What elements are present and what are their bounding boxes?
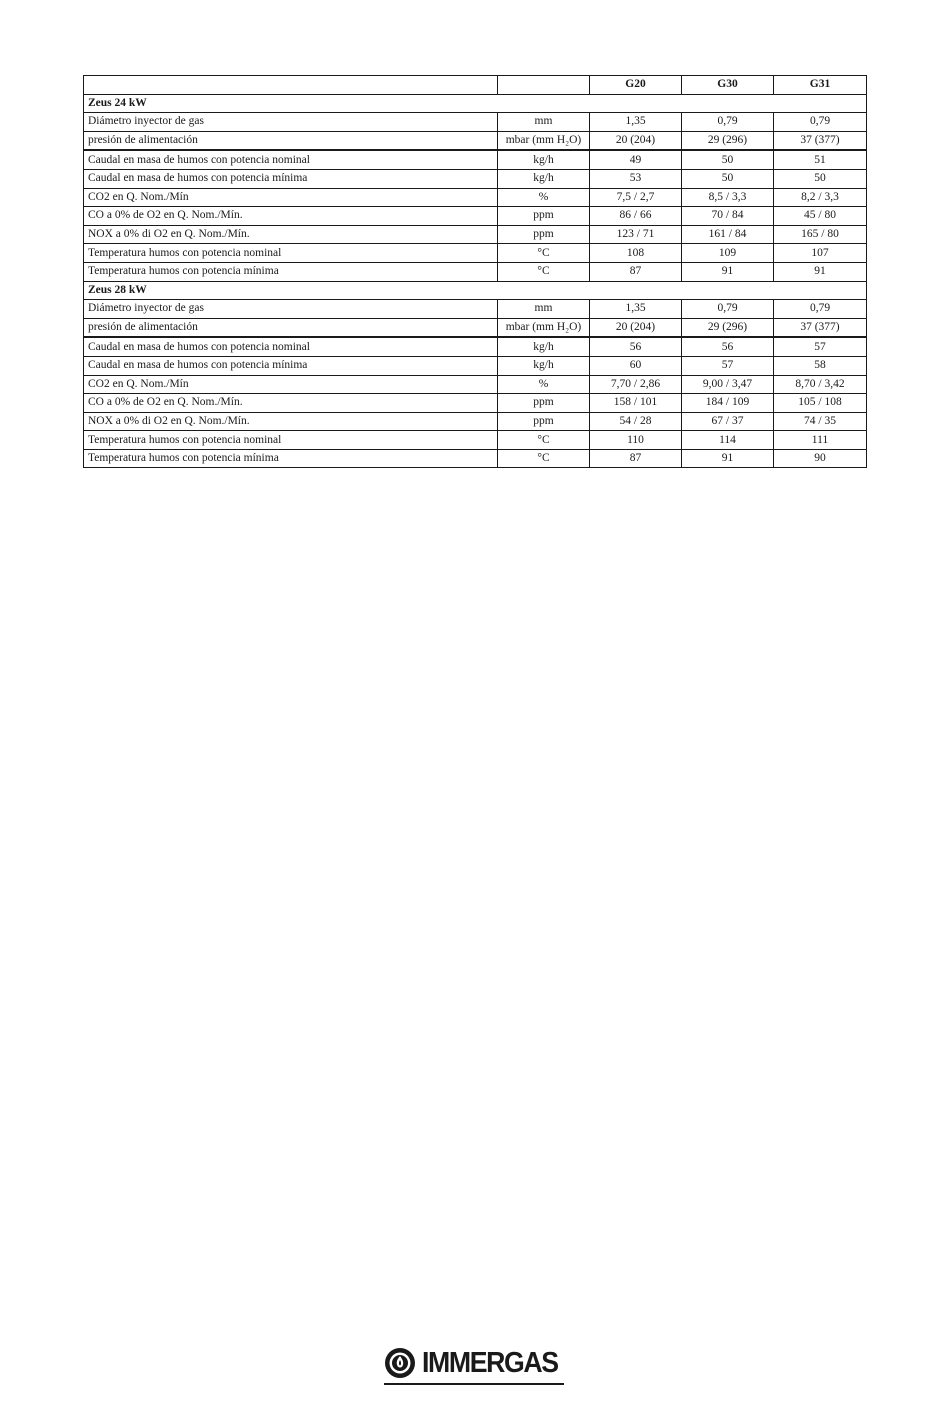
immergas-logo-text: IMMERGAS bbox=[422, 1347, 558, 1379]
row-unit: mbar (mm H₂O) bbox=[498, 131, 590, 150]
row-value-g20: 123 / 71 bbox=[590, 225, 682, 244]
row-value-g20: 54 / 28 bbox=[590, 412, 682, 431]
row-value-g31: 74 / 35 bbox=[774, 412, 867, 431]
row-value-g31: 165 / 80 bbox=[774, 225, 867, 244]
row-value-g20: 7,70 / 2,86 bbox=[590, 375, 682, 394]
table-row bbox=[84, 318, 867, 337]
row-unit: °C bbox=[498, 431, 590, 450]
row-unit: °C bbox=[498, 244, 590, 263]
table-row bbox=[84, 412, 867, 431]
row-value-g30: 50 bbox=[682, 150, 774, 169]
row-label: Temperatura humos con potencia mínima bbox=[84, 449, 498, 468]
row-value-g30: 67 / 37 bbox=[682, 412, 774, 431]
table-row bbox=[84, 394, 867, 413]
row-value-g30: 70 / 84 bbox=[682, 207, 774, 226]
table-row bbox=[84, 207, 867, 226]
row-unit: ppm bbox=[498, 207, 590, 226]
header-g30: G30 bbox=[682, 76, 774, 95]
row-unit: mbar (mm H₂O) bbox=[498, 318, 590, 337]
section-row bbox=[84, 94, 867, 113]
row-label: presión de alimentación bbox=[84, 131, 498, 150]
row-value-g30: 57 bbox=[682, 356, 774, 375]
row-value-g30: 114 bbox=[682, 431, 774, 450]
row-value-g20: 108 bbox=[590, 244, 682, 263]
row-value-g30: 91 bbox=[682, 449, 774, 468]
table-row bbox=[84, 131, 867, 150]
gas-specs-table bbox=[83, 75, 867, 468]
table-row bbox=[84, 169, 867, 188]
row-value-g20: 7,5 / 2,7 bbox=[590, 188, 682, 207]
table-row bbox=[84, 150, 867, 169]
header-unit bbox=[498, 76, 590, 95]
immergas-flame-logo-icon bbox=[384, 1347, 416, 1379]
row-value-g31: 91 bbox=[774, 262, 867, 281]
row-value-g31: 8,70 / 3,42 bbox=[774, 375, 867, 394]
row-value-g20: 49 bbox=[590, 150, 682, 169]
row-value-g20: 60 bbox=[590, 356, 682, 375]
row-value-g20: 56 bbox=[590, 337, 682, 356]
row-label: CO2 en Q. Nom./Mín bbox=[84, 188, 498, 207]
row-unit: °C bbox=[498, 449, 590, 468]
table-row bbox=[84, 188, 867, 207]
row-label: CO2 en Q. Nom./Mín bbox=[84, 375, 498, 394]
row-value-g31: 50 bbox=[774, 169, 867, 188]
row-value-g31: 0,79 bbox=[774, 300, 867, 319]
row-value-g20: 1,35 bbox=[590, 300, 682, 319]
row-value-g30: 91 bbox=[682, 262, 774, 281]
row-unit: % bbox=[498, 375, 590, 394]
table-row bbox=[84, 300, 867, 319]
row-label: Temperatura humos con potencia nominal bbox=[84, 244, 498, 263]
header-g20: G20 bbox=[590, 76, 682, 95]
table-row bbox=[84, 225, 867, 244]
table-row bbox=[84, 449, 867, 468]
header-g31: G31 bbox=[774, 76, 867, 95]
row-value-g30: 184 / 109 bbox=[682, 394, 774, 413]
row-value-g31: 107 bbox=[774, 244, 867, 263]
row-value-g20: 110 bbox=[590, 431, 682, 450]
row-label: NOX a 0% di O2 en Q. Nom./Mín. bbox=[84, 225, 498, 244]
row-value-g31: 8,2 / 3,3 bbox=[774, 188, 867, 207]
table-row bbox=[84, 337, 867, 356]
row-unit: °C bbox=[498, 262, 590, 281]
row-value-g20: 86 / 66 bbox=[590, 207, 682, 226]
row-value-g20: 1,35 bbox=[590, 113, 682, 132]
table-body bbox=[84, 94, 867, 468]
section-title: Zeus 24 kW bbox=[84, 94, 867, 113]
section-title: Zeus 28 kW bbox=[84, 281, 867, 300]
row-value-g30: 29 (296) bbox=[682, 318, 774, 337]
row-unit: mm bbox=[498, 113, 590, 132]
row-value-g20: 20 (204) bbox=[590, 131, 682, 150]
row-value-g20: 20 (204) bbox=[590, 318, 682, 337]
row-value-g31: 0,79 bbox=[774, 113, 867, 132]
row-value-g30: 9,00 / 3,47 bbox=[682, 375, 774, 394]
section-row bbox=[84, 281, 867, 300]
row-label: Caudal en masa de humos con potencia nominal bbox=[84, 150, 498, 169]
row-unit: ppm bbox=[498, 225, 590, 244]
row-label: Caudal en masa de humos con potencia nominal bbox=[84, 337, 498, 356]
row-label: NOX a 0% di O2 en Q. Nom./Mín. bbox=[84, 412, 498, 431]
row-unit: kg/h bbox=[498, 337, 590, 356]
row-value-g30: 109 bbox=[682, 244, 774, 263]
table-header-row bbox=[84, 76, 867, 95]
row-value-g20: 87 bbox=[590, 262, 682, 281]
row-value-g30: 56 bbox=[682, 337, 774, 356]
row-unit: ppm bbox=[498, 412, 590, 431]
row-value-g20: 158 / 101 bbox=[590, 394, 682, 413]
row-unit: % bbox=[498, 188, 590, 207]
table-row bbox=[84, 356, 867, 375]
logo-underline bbox=[384, 1383, 564, 1385]
row-value-g31: 90 bbox=[774, 449, 867, 468]
row-unit: mm bbox=[498, 300, 590, 319]
row-label: Diámetro inyector de gas bbox=[84, 300, 498, 319]
row-label: Temperatura humos con potencia mínima bbox=[84, 262, 498, 281]
row-label: Diámetro inyector de gas bbox=[84, 113, 498, 132]
row-unit: ppm bbox=[498, 394, 590, 413]
row-value-g31: 111 bbox=[774, 431, 867, 450]
row-value-g20: 53 bbox=[590, 169, 682, 188]
row-unit: kg/h bbox=[498, 356, 590, 375]
immergas-logo bbox=[384, 1345, 564, 1387]
table-row bbox=[84, 375, 867, 394]
row-label: Caudal en masa de humos con potencia mínima bbox=[84, 356, 498, 375]
row-value-g31: 51 bbox=[774, 150, 867, 169]
row-value-g30: 29 (296) bbox=[682, 131, 774, 150]
row-value-g30: 50 bbox=[682, 169, 774, 188]
row-label: presión de alimentación bbox=[84, 318, 498, 337]
row-value-g31: 37 (377) bbox=[774, 131, 867, 150]
row-value-g30: 0,79 bbox=[682, 300, 774, 319]
row-value-g31: 105 / 108 bbox=[774, 394, 867, 413]
row-value-g20: 87 bbox=[590, 449, 682, 468]
row-label: Temperatura humos con potencia nominal bbox=[84, 431, 498, 450]
row-label: Caudal en masa de humos con potencia mínima bbox=[84, 169, 498, 188]
table-row bbox=[84, 113, 867, 132]
row-value-g31: 37 (377) bbox=[774, 318, 867, 337]
row-value-g31: 57 bbox=[774, 337, 867, 356]
header-label bbox=[84, 76, 498, 95]
row-label: CO a 0% de O2 en Q. Nom./Mín. bbox=[84, 394, 498, 413]
row-value-g31: 45 / 80 bbox=[774, 207, 867, 226]
table-row bbox=[84, 244, 867, 263]
row-value-g30: 8,5 / 3,3 bbox=[682, 188, 774, 207]
row-label: CO a 0% de O2 en Q. Nom./Mín. bbox=[84, 207, 498, 226]
row-unit: kg/h bbox=[498, 169, 590, 188]
row-unit: kg/h bbox=[498, 150, 590, 169]
table-row bbox=[84, 431, 867, 450]
table-row bbox=[84, 262, 867, 281]
row-value-g31: 58 bbox=[774, 356, 867, 375]
row-value-g30: 0,79 bbox=[682, 113, 774, 132]
row-value-g30: 161 / 84 bbox=[682, 225, 774, 244]
